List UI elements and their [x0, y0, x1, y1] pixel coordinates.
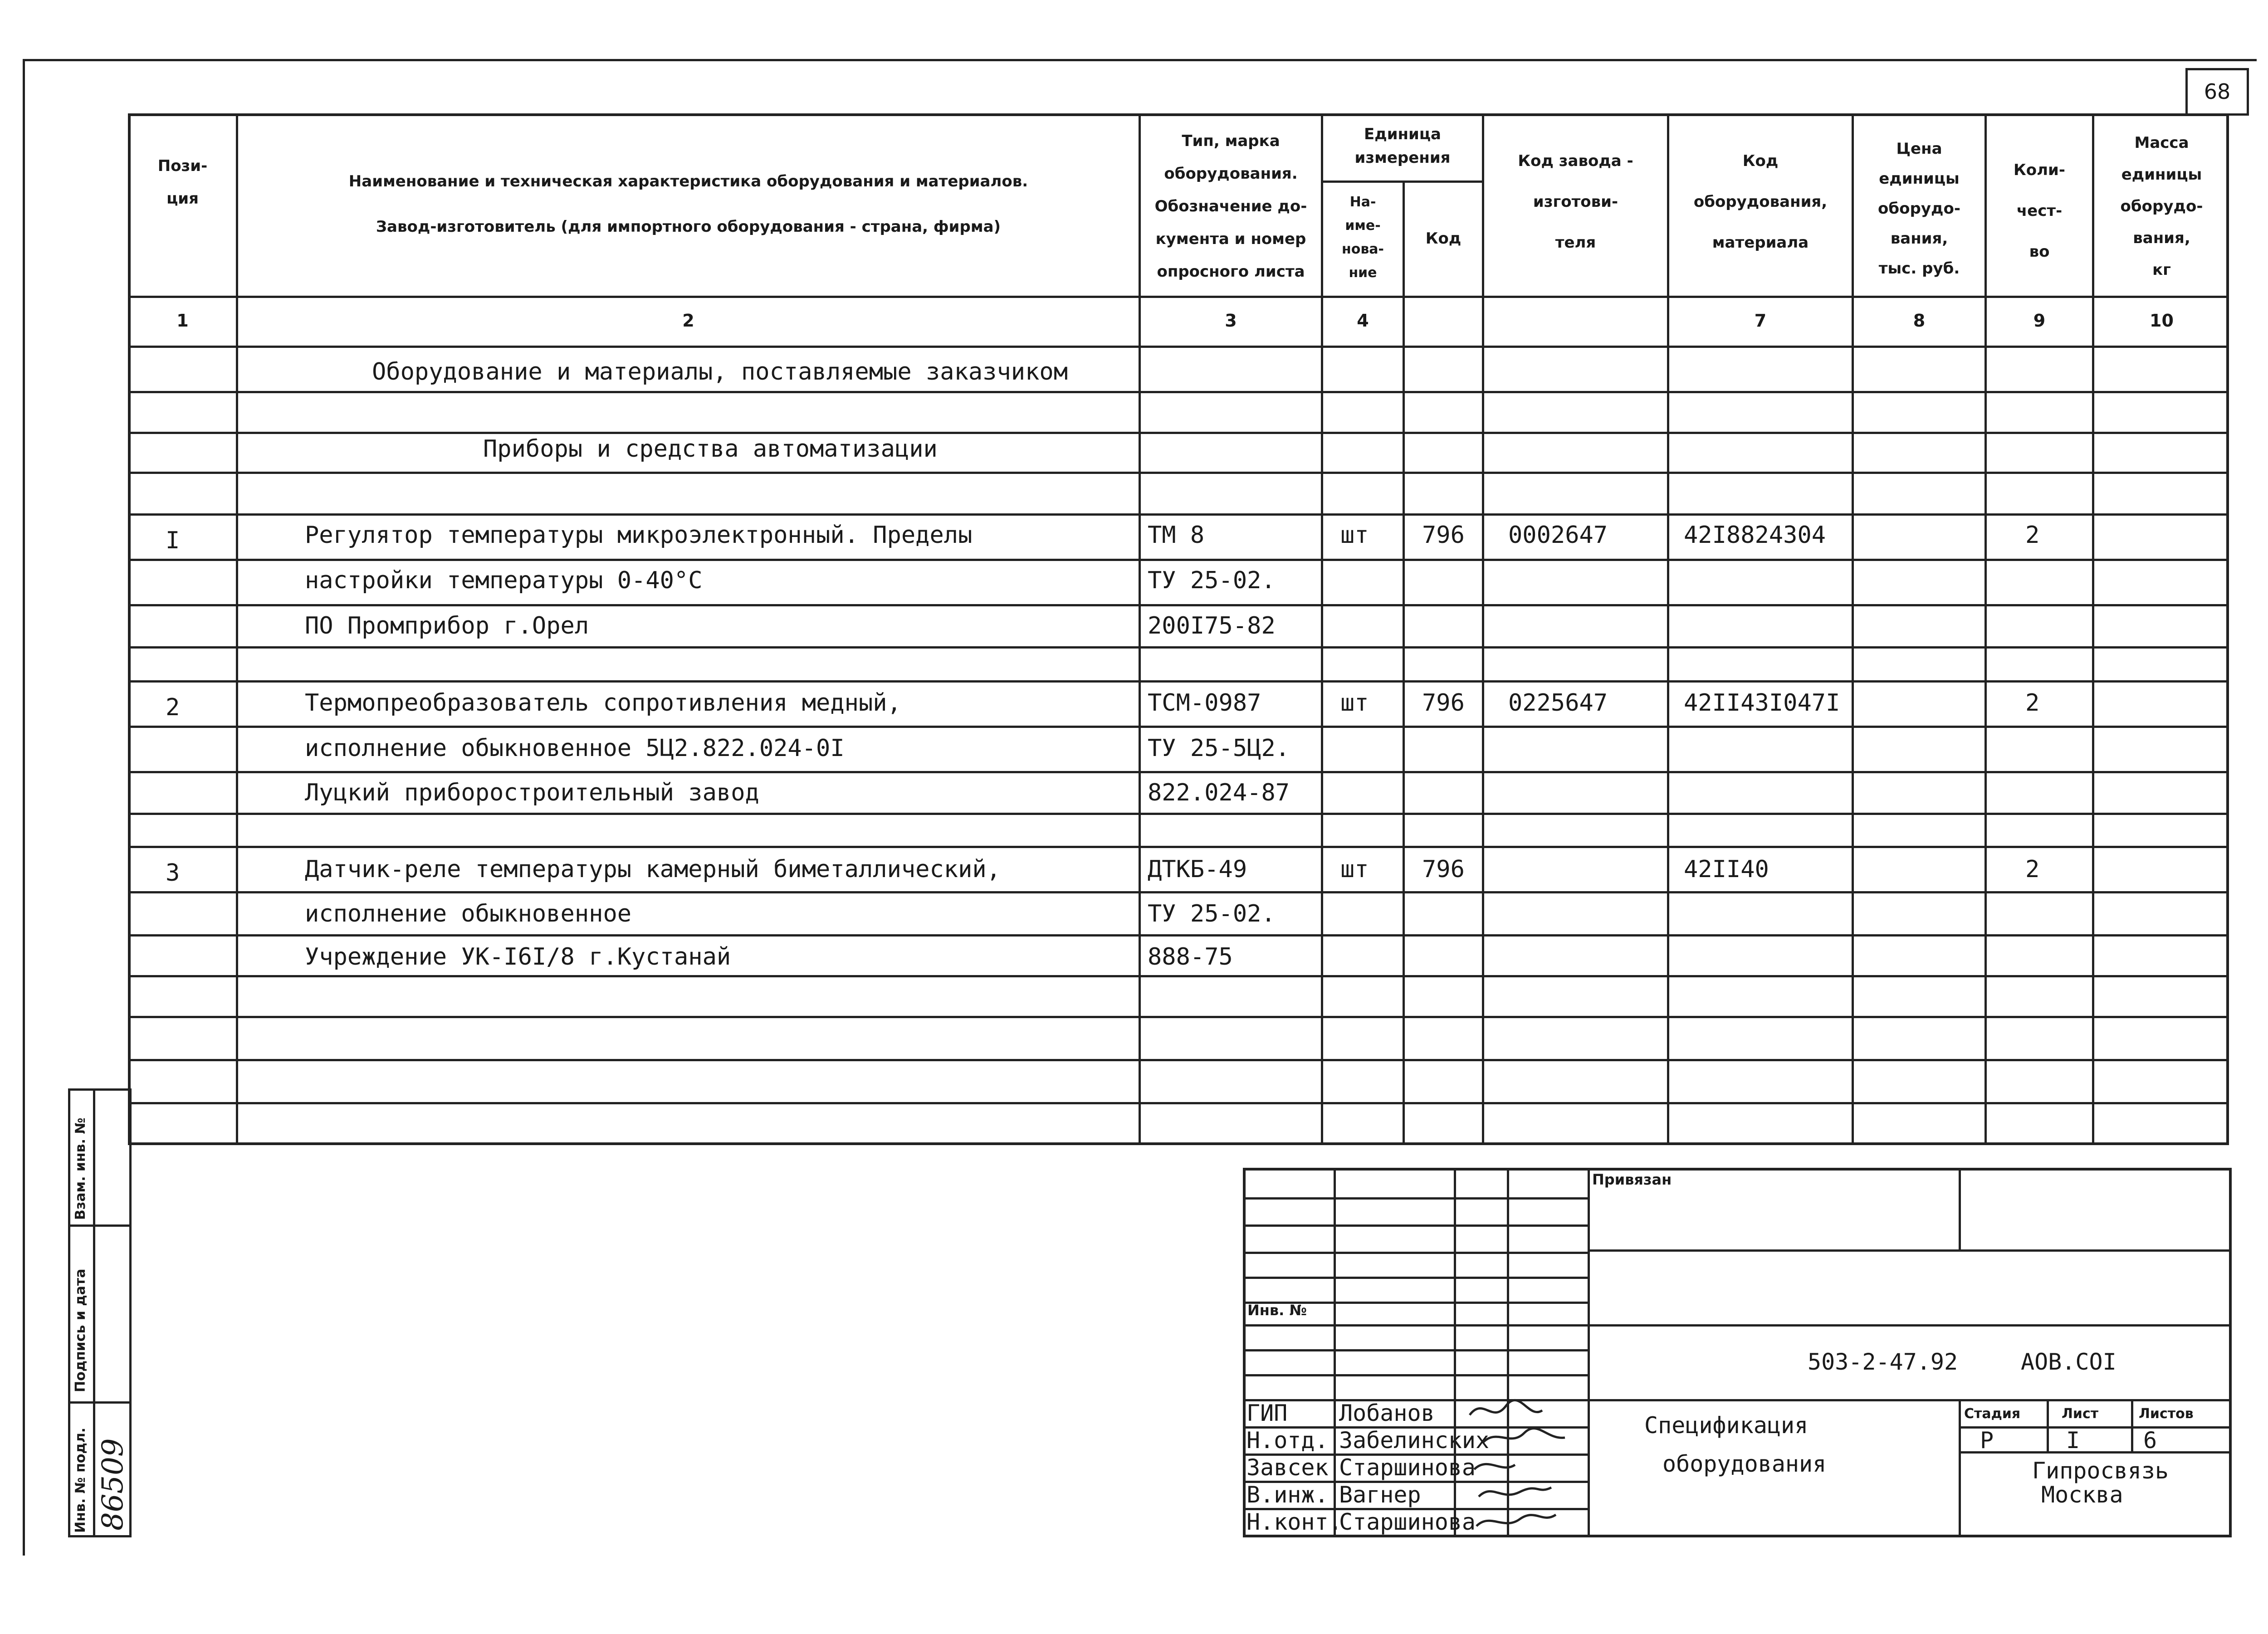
role-name: Старшинова [1339, 1454, 1476, 1481]
header-text: оборудования. [1164, 165, 1298, 183]
top-border [23, 59, 2257, 61]
tb-line [1959, 1168, 1961, 1249]
doc-mark: АОВ.СОI [2021, 1349, 2116, 1375]
header-text: Коли- [2014, 161, 2065, 179]
tb-line [2047, 1399, 2049, 1451]
item-name-line: ПО Промприбор г.Орел [305, 612, 589, 639]
tb-line [1243, 1277, 1588, 1279]
header-text: кг [2152, 261, 2171, 279]
header-text: нова- [1341, 241, 1384, 257]
role-label: В.инж. [1246, 1482, 1329, 1508]
header-text: Масса [2134, 134, 2189, 152]
header-text: теля [1555, 234, 1596, 252]
tb-line [1243, 1224, 1588, 1227]
item-unit: шт [1340, 689, 1369, 717]
signature-mark [1474, 1464, 1515, 1469]
header-text: чест- [2016, 202, 2063, 220]
column-number: 3 [1225, 311, 1237, 331]
column-number: 4 [1357, 311, 1369, 331]
header-text: вания, [1890, 229, 1948, 248]
item-factory-code: 0002647 [1508, 522, 1608, 549]
header-text: Завод-изготовитель (для импортного оборудования - страна, фирма) [376, 218, 1001, 236]
item-unit: шт [1340, 856, 1369, 883]
column-number: 2 [682, 311, 694, 331]
tb-line [1959, 1399, 1961, 1537]
header-text: Цена [1896, 140, 1942, 158]
row-line [128, 559, 2229, 561]
header-text: име- [1345, 218, 1381, 234]
col-line [1667, 113, 1669, 1145]
privyazan-label: Привязан [1592, 1171, 1672, 1188]
header-text: во [2029, 243, 2050, 261]
header-col10 [2094, 127, 2229, 286]
row-line [128, 391, 2229, 393]
tb-line [1243, 1252, 1588, 1254]
org-name: Гипросвязь [2032, 1458, 2169, 1484]
header-text: Пози- [157, 157, 208, 175]
inv-number: 86509 [96, 1438, 130, 1531]
header-text: опросного листа [1157, 263, 1305, 281]
item-qty: 2 [2025, 522, 2040, 549]
header-col8 [1854, 134, 1984, 283]
header-text: ние [1349, 265, 1377, 281]
sheet-number: 68 [2204, 79, 2231, 104]
item-code: 42II40 [1684, 856, 1769, 883]
item-position: I [166, 527, 180, 554]
item-type-line: ТУ 25-02. [1148, 567, 1276, 594]
header-text: Тип, марка [1182, 132, 1280, 150]
item-qty: 2 [2025, 856, 2040, 883]
left-border [23, 59, 25, 1556]
side-divider [68, 1401, 132, 1404]
row-line [128, 432, 2229, 434]
header-text: оборудо- [2120, 197, 2203, 215]
header-col1 [129, 150, 236, 215]
header-col6 [1484, 141, 1667, 263]
doc-title-line: Спецификация [1644, 1412, 1809, 1439]
signature-mark [1476, 1515, 1556, 1526]
col-line [1482, 113, 1484, 1145]
role-name: Старшинова [1339, 1509, 1476, 1535]
signature-mark [1483, 1429, 1565, 1442]
item-type-line: ТУ 25-5Ц2. [1148, 735, 1290, 762]
item-type-line: 888-75 [1148, 943, 1233, 971]
org-city: Москва [2041, 1482, 2123, 1508]
row-line [128, 646, 2229, 649]
tb-line [1588, 1168, 1590, 1537]
header-col9 [1987, 150, 2092, 272]
role-label: Завсек [1246, 1454, 1329, 1481]
row-line [128, 726, 2229, 728]
header-text: ция [166, 190, 199, 208]
row-line [128, 680, 2229, 683]
row-line [128, 472, 2229, 474]
item-code: 42II43I047I [1684, 689, 1840, 717]
section-heading: Приборы и средства автоматизации [483, 435, 938, 463]
inv-no-label: Инв. № [1247, 1302, 1307, 1319]
side-label-inv: Инв. № подл. [73, 1427, 88, 1533]
item-type-line: 822.024-87 [1148, 779, 1290, 806]
row-line [128, 1059, 2229, 1061]
item-name-line: исполнение обыкновенное 5Ц2.822.024-0I [305, 735, 845, 762]
stage-value: Р [1980, 1427, 1994, 1454]
role-name: Забелинских [1339, 1427, 1490, 1454]
row-line [128, 1102, 2229, 1104]
row-line [128, 513, 2229, 516]
item-type-line: ТУ 25-02. [1148, 900, 1276, 927]
row-line [128, 891, 2229, 893]
side-label-vzam: Взам. инв. № [73, 1117, 88, 1220]
column-number: 10 [2150, 311, 2174, 331]
item-type-line: 200I75-82 [1148, 612, 1276, 639]
header-text: Обозначение до- [1154, 197, 1307, 215]
header-text: оборудо- [1878, 200, 1960, 218]
header-col4 [1323, 190, 1403, 285]
header-text: Единица [1364, 125, 1441, 143]
item-unit-code: 796 [1422, 689, 1465, 717]
header-text: единицы [2121, 166, 2202, 184]
stage-label: Стадия [1964, 1406, 2021, 1422]
column-number: 8 [1913, 311, 1926, 331]
header-text: единицы [1879, 170, 1960, 188]
col-line [1403, 180, 1405, 1145]
doc-code: 503-2-47.92 [1808, 1349, 1958, 1375]
column-number: 7 [1754, 311, 1767, 331]
header-unit-group [1323, 122, 1482, 170]
item-unit-code: 796 [1422, 522, 1465, 549]
col-line [236, 113, 238, 1145]
role-label: ГИП [1246, 1400, 1288, 1426]
side-divider [68, 1224, 132, 1227]
tb-line [1243, 1324, 1588, 1327]
item-name-line: Термопреобразователь сопротивления медный, [305, 689, 901, 717]
sheet-value: I [2066, 1427, 2080, 1454]
section-heading: Оборудование и материалы, поставляемые заказчиком [372, 358, 1068, 385]
item-position: 2 [166, 694, 180, 721]
role-label: Н.отд. [1246, 1427, 1329, 1454]
header-text: вания, [2133, 229, 2190, 247]
header-text: оборудования, [1693, 193, 1828, 211]
role-label: Н.конт. [1246, 1509, 1342, 1535]
signature-mark [1470, 1400, 1542, 1415]
header-text: Код [1425, 229, 1461, 248]
row-line [128, 604, 2229, 606]
sheets-value: 6 [2143, 1427, 2157, 1454]
item-type-line: ТМ 8 [1148, 522, 1205, 549]
header-text: Код [1742, 152, 1779, 170]
header-col5 [1405, 222, 1482, 255]
role-name: Вагнер [1339, 1482, 1421, 1508]
header-text: материала [1712, 234, 1809, 252]
header-col3 [1141, 125, 1321, 288]
header-text: изготови- [1533, 193, 1618, 211]
header-bottom-line [128, 296, 2229, 298]
row-line [128, 813, 2229, 815]
doc-title-line: оборудования [1662, 1451, 1827, 1477]
colnum-bottom-line [128, 346, 2229, 348]
column-number: 9 [2033, 311, 2046, 331]
item-name-line: исполнение обыкновенное [305, 900, 632, 927]
item-type-line: ДТКБ-49 [1148, 856, 1247, 883]
item-type-line: ТСМ-0987 [1148, 689, 1261, 717]
row-line [128, 846, 2229, 848]
item-unit: шт [1340, 522, 1369, 549]
side-divider [93, 1088, 95, 1537]
header-text: Наименование и техническая характеристика оборудования и материалов. [348, 172, 1028, 190]
row-line [128, 1016, 2229, 1018]
tb-line [1243, 1197, 1588, 1200]
item-position: 3 [166, 859, 180, 887]
tb-line [1959, 1451, 2232, 1454]
header-text: На- [1349, 194, 1376, 210]
signatures [1465, 1397, 1588, 1537]
sheets-label: Листов [2139, 1406, 2194, 1422]
tb-line [2131, 1399, 2133, 1451]
item-name-line: Регулятор температуры микроэлектронный. Пределы [305, 522, 973, 549]
header-text: тыс. руб. [1878, 259, 1960, 278]
header-col2 [238, 159, 1139, 249]
tb-line [1243, 1374, 1588, 1376]
row-line [128, 934, 2229, 937]
item-qty: 2 [2025, 689, 2040, 717]
header-text: Код завода - [1518, 152, 1633, 170]
side-label-podpis: Подпись и дата [73, 1268, 88, 1392]
item-unit-code: 796 [1422, 856, 1465, 883]
item-code: 42I8824304 [1684, 522, 1826, 549]
tb-line [1959, 1426, 2232, 1429]
item-factory-code: 0225647 [1508, 689, 1608, 717]
item-name-line: Учреждение УК-I6I/8 г.Кустанай [305, 943, 731, 971]
header-text: измерения [1354, 149, 1451, 167]
row-line [128, 975, 2229, 977]
header-text: кумента и номер [1155, 230, 1306, 248]
item-name-line: Луцкий приборостроительный завод [305, 779, 759, 806]
sheet-label: Лист [2062, 1406, 2099, 1422]
role-name: Лобанов [1339, 1400, 1435, 1426]
tb-line [1588, 1249, 2232, 1252]
column-number: 1 [176, 311, 189, 331]
row-line [128, 771, 2229, 773]
sheet-number-box [2185, 68, 2249, 116]
item-name-line: Датчик-реле температуры камерный биметаллический, [305, 856, 1001, 883]
tb-line [1588, 1324, 2232, 1327]
item-name-line: настройки температуры 0-40°С [305, 567, 703, 594]
header-col7 [1669, 141, 1852, 263]
signature-mark [1479, 1488, 1551, 1497]
tb-line [1243, 1349, 1588, 1351]
unit-group-line [1321, 180, 1482, 183]
